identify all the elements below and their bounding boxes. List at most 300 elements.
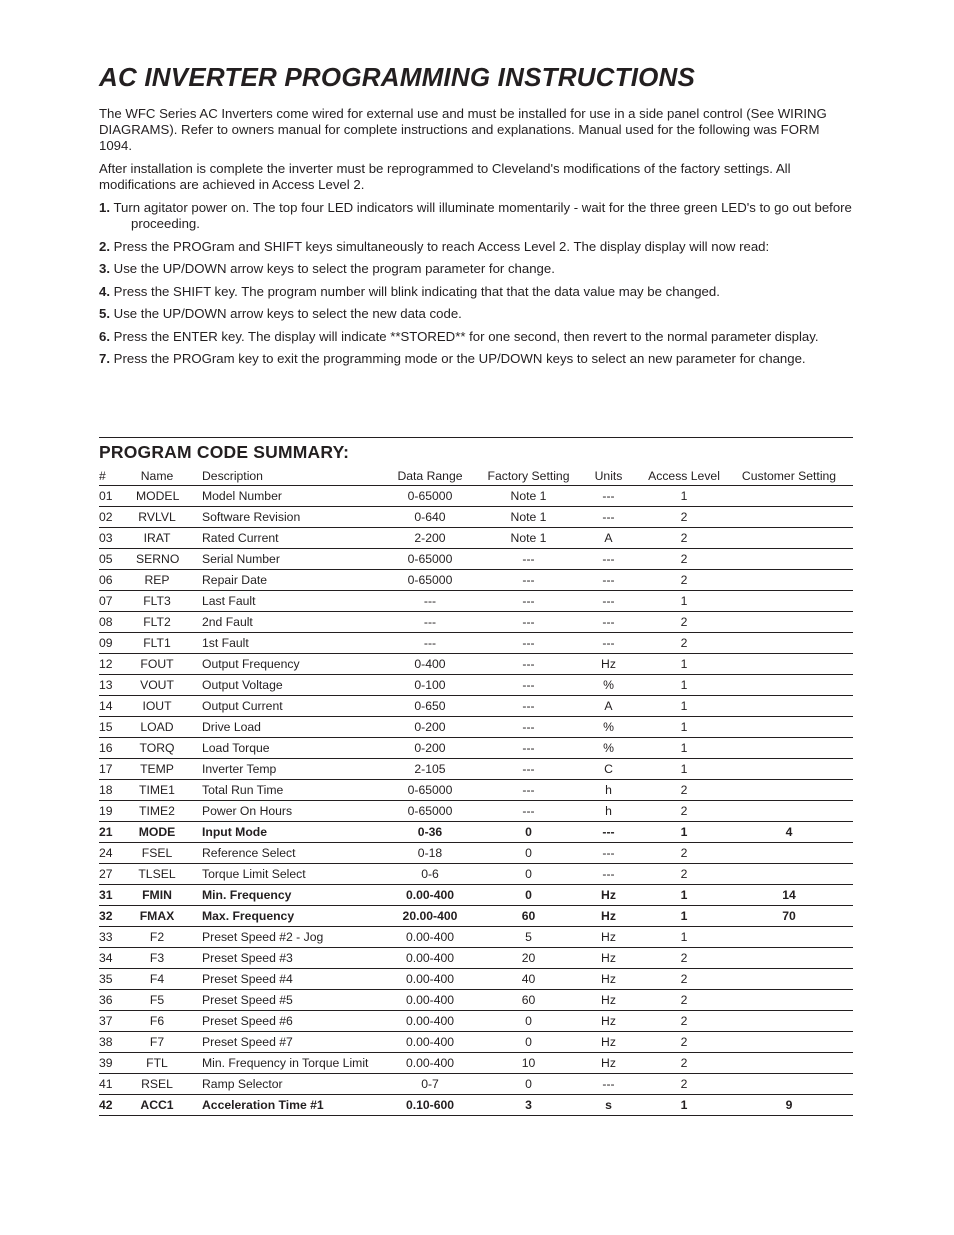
- step-text: Turn agitator power on. The top four LED indicators will illuminate momentarily - wait for the three green LED's to go out before proceeding.: [113, 200, 852, 231]
- col-name-cell: TLSEL: [136, 864, 178, 885]
- col-data-range-cell: 0-100: [377, 675, 483, 696]
- col-access-level-cell: 2: [643, 549, 725, 570]
- col-description-cell: Preset Speed #5: [178, 990, 377, 1011]
- table-row: [99, 843, 853, 864]
- col-name-cell: FLT3: [136, 591, 178, 612]
- col-data-range-cell: 20.00-400: [377, 906, 483, 927]
- col-units-cell: ---: [574, 612, 643, 633]
- col-factory-setting-cell: 0: [483, 864, 574, 885]
- col-access-level-cell: 2: [643, 843, 725, 864]
- col-factory-setting-cell: ---: [483, 780, 574, 801]
- col-units-cell: A: [574, 528, 643, 549]
- col-number-cell: 17: [99, 759, 136, 780]
- table-row: [99, 570, 853, 591]
- instruction-step: [99, 329, 855, 345]
- step-number: 4.: [99, 283, 110, 299]
- col-name-cell: FMAX: [136, 906, 178, 927]
- instruction-step: [99, 200, 855, 232]
- col-units-cell: Hz: [574, 948, 643, 969]
- col-description-cell: 1st Fault: [178, 633, 377, 654]
- col-data-range-cell: 2-105: [377, 759, 483, 780]
- table-row: [99, 717, 853, 738]
- col-number-cell: 16: [99, 738, 136, 759]
- col-units-cell: h: [574, 801, 643, 822]
- col-access-level-cell: 2: [643, 1074, 725, 1095]
- col-factory-setting-cell: ---: [483, 612, 574, 633]
- col-number-cell: 37: [99, 1011, 136, 1032]
- col-access-level-cell: 2: [643, 801, 725, 822]
- col-name-cell: FLT1: [136, 633, 178, 654]
- table-row: [99, 927, 853, 948]
- col-units-cell: Hz: [574, 990, 643, 1011]
- col-number-header: #: [99, 466, 136, 486]
- col-name-cell: MODE: [136, 822, 178, 843]
- col-factory-setting-cell: Note 1: [483, 528, 574, 549]
- col-access-level-cell: 2: [643, 780, 725, 801]
- col-factory-setting-header: Factory Setting: [483, 466, 574, 486]
- table-row: [99, 738, 853, 759]
- col-description-cell: Reference Select: [178, 843, 377, 864]
- col-description-cell: Max. Frequency: [178, 906, 377, 927]
- col-number-cell: 15: [99, 717, 136, 738]
- col-number-cell: 12: [99, 654, 136, 675]
- col-customer-setting-cell: [725, 990, 853, 1011]
- col-factory-setting-cell: 0: [483, 1032, 574, 1053]
- col-name-cell: F4: [136, 969, 178, 990]
- col-customer-setting-cell: [725, 1053, 853, 1074]
- col-units-cell: A: [574, 696, 643, 717]
- instruction-step: [99, 261, 855, 277]
- col-number-cell: 33: [99, 927, 136, 948]
- col-units-cell: ---: [574, 486, 643, 507]
- col-factory-setting-cell: 40: [483, 969, 574, 990]
- col-number-cell: 34: [99, 948, 136, 969]
- col-factory-setting-cell: 20: [483, 948, 574, 969]
- col-access-level-cell: 1: [643, 717, 725, 738]
- col-number-cell: 05: [99, 549, 136, 570]
- instruction-step: [99, 351, 855, 367]
- col-description-cell: Acceleration Time #1: [178, 1095, 377, 1116]
- table-row: [99, 969, 853, 990]
- col-access-level-cell: 1: [643, 927, 725, 948]
- table-row: [99, 1053, 853, 1074]
- program-code-table: [99, 466, 853, 1116]
- col-units-cell: Hz: [574, 969, 643, 990]
- table-row: [99, 906, 853, 927]
- col-factory-setting-cell: ---: [483, 591, 574, 612]
- table-row: [99, 486, 853, 507]
- table-row: [99, 948, 853, 969]
- step-text: Press the SHIFT key. The program number will blink indicating that that the data value may be changed.: [113, 283, 720, 299]
- col-name-header: Name: [136, 466, 178, 486]
- col-name-cell: REP: [136, 570, 178, 591]
- col-name-cell: FMIN: [136, 885, 178, 906]
- col-name-cell: TIME2: [136, 801, 178, 822]
- col-customer-setting-cell: [725, 1074, 853, 1095]
- col-data-range-cell: 0-65000: [377, 570, 483, 591]
- col-data-range-cell: 0-640: [377, 507, 483, 528]
- table-header-row: [99, 466, 853, 486]
- col-number-cell: 14: [99, 696, 136, 717]
- col-description-cell: Preset Speed #2 - Jog: [178, 927, 377, 948]
- col-description-cell: Torque Limit Select: [178, 864, 377, 885]
- col-data-range-cell: 0-36: [377, 822, 483, 843]
- col-customer-setting-cell: 14: [725, 885, 853, 906]
- step-number: 3.: [99, 261, 110, 276]
- table-row: [99, 1074, 853, 1095]
- col-name-cell: TORQ: [136, 738, 178, 759]
- col-factory-setting-cell: 10: [483, 1053, 574, 1074]
- table-row: [99, 654, 853, 675]
- col-description-cell: Preset Speed #3: [178, 948, 377, 969]
- divider: [99, 437, 853, 438]
- col-number-cell: 02: [99, 507, 136, 528]
- col-description-cell: Output Frequency: [178, 654, 377, 675]
- col-name-cell: TIME1: [136, 780, 178, 801]
- col-units-cell: Hz: [574, 906, 643, 927]
- col-name-cell: VOUT: [136, 675, 178, 696]
- col-customer-setting-cell: [725, 1032, 853, 1053]
- col-name-cell: F7: [136, 1032, 178, 1053]
- col-units-cell: ---: [574, 549, 643, 570]
- col-access-level-cell: 2: [643, 990, 725, 1011]
- step-number: 7.: [99, 351, 110, 366]
- col-description-cell: Power On Hours: [178, 801, 377, 822]
- table-row: [99, 759, 853, 780]
- program-code-summary: [99, 437, 853, 1116]
- col-name-cell: F6: [136, 1011, 178, 1032]
- col-customer-setting-cell: [725, 927, 853, 948]
- col-factory-setting-cell: ---: [483, 696, 574, 717]
- col-units-cell: Hz: [574, 1032, 643, 1053]
- step-text: Press the PROGram key to exit the programming mode or the UP/DOWN keys to select an new parameter for change.: [113, 351, 806, 366]
- col-description-cell: Rated Current: [178, 528, 377, 549]
- col-access-level-cell: 1: [643, 696, 725, 717]
- col-factory-setting-cell: 3: [483, 1095, 574, 1116]
- col-customer-setting-cell: [725, 801, 853, 822]
- table-row: [99, 528, 853, 549]
- col-name-cell: TEMP: [136, 759, 178, 780]
- col-description-cell: Repair Date: [178, 570, 377, 591]
- col-data-range-cell: ---: [377, 612, 483, 633]
- col-data-range-cell: 0-65000: [377, 549, 483, 570]
- col-name-cell: IOUT: [136, 696, 178, 717]
- col-customer-setting-header: Customer Setting: [725, 466, 853, 486]
- col-factory-setting-cell: 60: [483, 906, 574, 927]
- col-customer-setting-cell: [725, 528, 853, 549]
- col-customer-setting-cell: 70: [725, 906, 853, 927]
- col-data-range-cell: 0-7: [377, 1074, 483, 1095]
- col-data-range-cell: 0.00-400: [377, 1053, 483, 1074]
- col-units-cell: s: [574, 1095, 643, 1116]
- col-customer-setting-cell: [725, 612, 853, 633]
- col-customer-setting-cell: [725, 654, 853, 675]
- col-number-cell: 39: [99, 1053, 136, 1074]
- col-name-cell: F3: [136, 948, 178, 969]
- col-access-level-cell: 1: [643, 759, 725, 780]
- table-row: [99, 549, 853, 570]
- col-units-cell: ---: [574, 843, 643, 864]
- col-description-cell: Preset Speed #7: [178, 1032, 377, 1053]
- col-customer-setting-cell: [725, 486, 853, 507]
- col-units-cell: ---: [574, 864, 643, 885]
- col-access-level-cell: 1: [643, 654, 725, 675]
- col-access-level-cell: 1: [643, 675, 725, 696]
- table-row: [99, 1011, 853, 1032]
- col-units-cell: Hz: [574, 654, 643, 675]
- step-text: Use the UP/DOWN arrow keys to select the program parameter for change.: [113, 261, 555, 276]
- col-factory-setting-cell: ---: [483, 675, 574, 696]
- col-customer-setting-cell: [725, 675, 853, 696]
- col-name-cell: RVLVL: [136, 507, 178, 528]
- col-data-range-cell: 0.00-400: [377, 927, 483, 948]
- col-data-range-cell: 0-18: [377, 843, 483, 864]
- col-name-cell: FOUT: [136, 654, 178, 675]
- col-units-cell: Hz: [574, 885, 643, 906]
- col-number-cell: 03: [99, 528, 136, 549]
- col-number-cell: 32: [99, 906, 136, 927]
- col-name-cell: ACC1: [136, 1095, 178, 1116]
- col-description-cell: Drive Load: [178, 717, 377, 738]
- col-data-range-cell: 0-200: [377, 717, 483, 738]
- col-customer-setting-cell: [725, 591, 853, 612]
- col-data-range-cell: ---: [377, 633, 483, 654]
- col-factory-setting-cell: ---: [483, 738, 574, 759]
- col-factory-setting-cell: 0: [483, 1074, 574, 1095]
- col-number-cell: 18: [99, 780, 136, 801]
- col-number-cell: 08: [99, 612, 136, 633]
- table-row: [99, 1032, 853, 1053]
- col-data-range-cell: ---: [377, 591, 483, 612]
- col-data-range-cell: 0.10-600: [377, 1095, 483, 1116]
- col-factory-setting-cell: ---: [483, 570, 574, 591]
- table-row: [99, 885, 853, 906]
- table-row: [99, 822, 853, 843]
- col-access-level-header: Access Level: [643, 466, 725, 486]
- col-description-cell: Ramp Selector: [178, 1074, 377, 1095]
- col-number-cell: 19: [99, 801, 136, 822]
- col-access-level-cell: 1: [643, 1095, 725, 1116]
- table-row: [99, 864, 853, 885]
- col-factory-setting-cell: 60: [483, 990, 574, 1011]
- col-data-range-cell: 0-650: [377, 696, 483, 717]
- col-description-cell: Preset Speed #4: [178, 969, 377, 990]
- col-access-level-cell: 1: [643, 486, 725, 507]
- col-number-cell: 42: [99, 1095, 136, 1116]
- col-customer-setting-cell: [725, 738, 853, 759]
- col-description-cell: Output Current: [178, 696, 377, 717]
- col-factory-setting-cell: 0: [483, 885, 574, 906]
- col-data-range-cell: 0.00-400: [377, 1032, 483, 1053]
- col-number-cell: 09: [99, 633, 136, 654]
- col-access-level-cell: 2: [643, 948, 725, 969]
- col-customer-setting-cell: [725, 633, 853, 654]
- col-name-cell: IRAT: [136, 528, 178, 549]
- col-description-cell: Min. Frequency: [178, 885, 377, 906]
- col-customer-setting-cell: [725, 1011, 853, 1032]
- col-name-cell: F5: [136, 990, 178, 1011]
- col-customer-setting-cell: [725, 843, 853, 864]
- col-units-cell: ---: [574, 591, 643, 612]
- table-body: [99, 486, 853, 1116]
- col-access-level-cell: 2: [643, 612, 725, 633]
- table-row: [99, 612, 853, 633]
- col-units-cell: Hz: [574, 1011, 643, 1032]
- col-customer-setting-cell: [725, 780, 853, 801]
- step-number: 5.: [99, 306, 110, 321]
- col-description-cell: Preset Speed #6: [178, 1011, 377, 1032]
- col-factory-setting-cell: 0: [483, 822, 574, 843]
- intro-section: [99, 106, 855, 374]
- col-factory-setting-cell: ---: [483, 717, 574, 738]
- col-factory-setting-cell: 0: [483, 1011, 574, 1032]
- col-units-cell: ---: [574, 633, 643, 654]
- col-customer-setting-cell: [725, 759, 853, 780]
- col-number-cell: 21: [99, 822, 136, 843]
- col-data-range-cell: 0.00-400: [377, 885, 483, 906]
- instruction-step: [99, 239, 855, 255]
- page-title: AC INVERTER PROGRAMMING INSTRUCTIONS: [99, 62, 696, 92]
- step-text: Use the UP/DOWN arrow keys to select the new data code.: [113, 306, 462, 321]
- col-access-level-cell: 2: [643, 528, 725, 549]
- col-description-cell: Output Voltage: [178, 675, 377, 696]
- col-name-cell: FTL: [136, 1053, 178, 1074]
- col-data-range-cell: 0-400: [377, 654, 483, 675]
- instruction-step: [99, 284, 855, 300]
- col-access-level-cell: 2: [643, 1011, 725, 1032]
- col-number-cell: 13: [99, 675, 136, 696]
- col-units-cell: h: [574, 780, 643, 801]
- col-name-cell: LOAD: [136, 717, 178, 738]
- col-data-range-cell: 0-65000: [377, 780, 483, 801]
- col-name-cell: SERNO: [136, 549, 178, 570]
- col-description-cell: Inverter Temp: [178, 759, 377, 780]
- col-units-cell: %: [574, 675, 643, 696]
- col-name-cell: MODEL: [136, 486, 178, 507]
- col-number-cell: 01: [99, 486, 136, 507]
- col-access-level-cell: 1: [643, 738, 725, 759]
- col-data-range-cell: 0.00-400: [377, 990, 483, 1011]
- col-data-range-cell: 0-6: [377, 864, 483, 885]
- col-factory-setting-cell: ---: [483, 633, 574, 654]
- col-customer-setting-cell: 4: [725, 822, 853, 843]
- col-description-cell: Load Torque: [178, 738, 377, 759]
- step-text: Press the PROGram and SHIFT keys simultaneously to reach Access Level 2. The display display will now read:: [113, 238, 770, 254]
- col-data-range-cell: 0-200: [377, 738, 483, 759]
- col-description-cell: Last Fault: [178, 591, 377, 612]
- col-units-cell: Hz: [574, 1053, 643, 1074]
- col-data-range-cell: 0.00-400: [377, 969, 483, 990]
- col-factory-setting-cell: ---: [483, 654, 574, 675]
- col-customer-setting-cell: [725, 696, 853, 717]
- col-customer-setting-cell: [725, 969, 853, 990]
- col-customer-setting-cell: [725, 507, 853, 528]
- col-units-cell: ---: [574, 507, 643, 528]
- col-factory-setting-cell: 0: [483, 843, 574, 864]
- col-access-level-cell: 2: [643, 1032, 725, 1053]
- col-number-cell: 27: [99, 864, 136, 885]
- col-name-cell: F2: [136, 927, 178, 948]
- step-number: 2.: [99, 238, 110, 254]
- col-access-level-cell: 1: [643, 906, 725, 927]
- col-units-cell: %: [574, 738, 643, 759]
- table-row: [99, 990, 853, 1011]
- step-text: Press the ENTER key. The display will indicate **STORED** for one second, then revert to the normal parameter display.: [113, 328, 819, 344]
- col-number-cell: 38: [99, 1032, 136, 1053]
- col-factory-setting-cell: ---: [483, 801, 574, 822]
- col-name-cell: FLT2: [136, 612, 178, 633]
- col-access-level-cell: 2: [643, 633, 725, 654]
- col-description-cell: Input Mode: [178, 822, 377, 843]
- col-name-cell: RSEL: [136, 1074, 178, 1095]
- col-access-level-cell: 1: [643, 591, 725, 612]
- col-access-level-cell: 2: [643, 570, 725, 591]
- col-number-cell: 07: [99, 591, 136, 612]
- col-factory-setting-cell: 5: [483, 927, 574, 948]
- col-number-cell: 41: [99, 1074, 136, 1095]
- table-row: [99, 633, 853, 654]
- step-number: 1.: [99, 200, 110, 215]
- col-description-cell: Model Number: [178, 486, 377, 507]
- col-factory-setting-cell: ---: [483, 759, 574, 780]
- col-units-cell: %: [574, 717, 643, 738]
- col-units-header: Units: [574, 466, 643, 486]
- col-description-cell: Serial Number: [178, 549, 377, 570]
- col-data-range-cell: 0-65000: [377, 801, 483, 822]
- col-customer-setting-cell: [725, 570, 853, 591]
- table-row: [99, 780, 853, 801]
- col-units-cell: Hz: [574, 927, 643, 948]
- col-number-cell: 24: [99, 843, 136, 864]
- intro-paragraph: After installation is complete the inverter must be reprogrammed to Cleveland's modifications of the factory settings. All modifications are achieved in Access Level 2.: [99, 161, 791, 192]
- col-access-level-cell: 2: [643, 864, 725, 885]
- col-units-cell: ---: [574, 570, 643, 591]
- col-access-level-cell: 2: [643, 969, 725, 990]
- col-access-level-cell: 2: [643, 507, 725, 528]
- col-data-range-header: Data Range: [377, 466, 483, 486]
- col-customer-setting-cell: [725, 717, 853, 738]
- table-row: [99, 675, 853, 696]
- step-number: 6.: [99, 328, 110, 344]
- col-number-cell: 35: [99, 969, 136, 990]
- col-name-cell: FSEL: [136, 843, 178, 864]
- col-description-cell: Total Run Time: [178, 780, 377, 801]
- col-access-level-cell: 1: [643, 822, 725, 843]
- col-units-cell: ---: [574, 1074, 643, 1095]
- table-row: [99, 1095, 853, 1116]
- col-customer-setting-cell: [725, 948, 853, 969]
- col-data-range-cell: 0-65000: [377, 486, 483, 507]
- col-description-cell: Software Revision: [178, 507, 377, 528]
- col-number-cell: 31: [99, 885, 136, 906]
- instruction-step: [99, 306, 855, 322]
- col-description-cell: Min. Frequency in Torque Limit: [178, 1053, 377, 1074]
- col-description-cell: 2nd Fault: [178, 612, 377, 633]
- table-row: [99, 801, 853, 822]
- col-factory-setting-cell: Note 1: [483, 486, 574, 507]
- col-number-cell: 36: [99, 990, 136, 1011]
- table-row: [99, 507, 853, 528]
- col-number-cell: 06: [99, 570, 136, 591]
- col-customer-setting-cell: [725, 864, 853, 885]
- col-data-range-cell: 0.00-400: [377, 1011, 483, 1032]
- summary-heading: PROGRAM CODE SUMMARY:: [99, 442, 350, 462]
- col-access-level-cell: 2: [643, 1053, 725, 1074]
- col-data-range-cell: 2-200: [377, 528, 483, 549]
- col-customer-setting-cell: [725, 549, 853, 570]
- col-factory-setting-cell: Note 1: [483, 507, 574, 528]
- col-data-range-cell: 0.00-400: [377, 948, 483, 969]
